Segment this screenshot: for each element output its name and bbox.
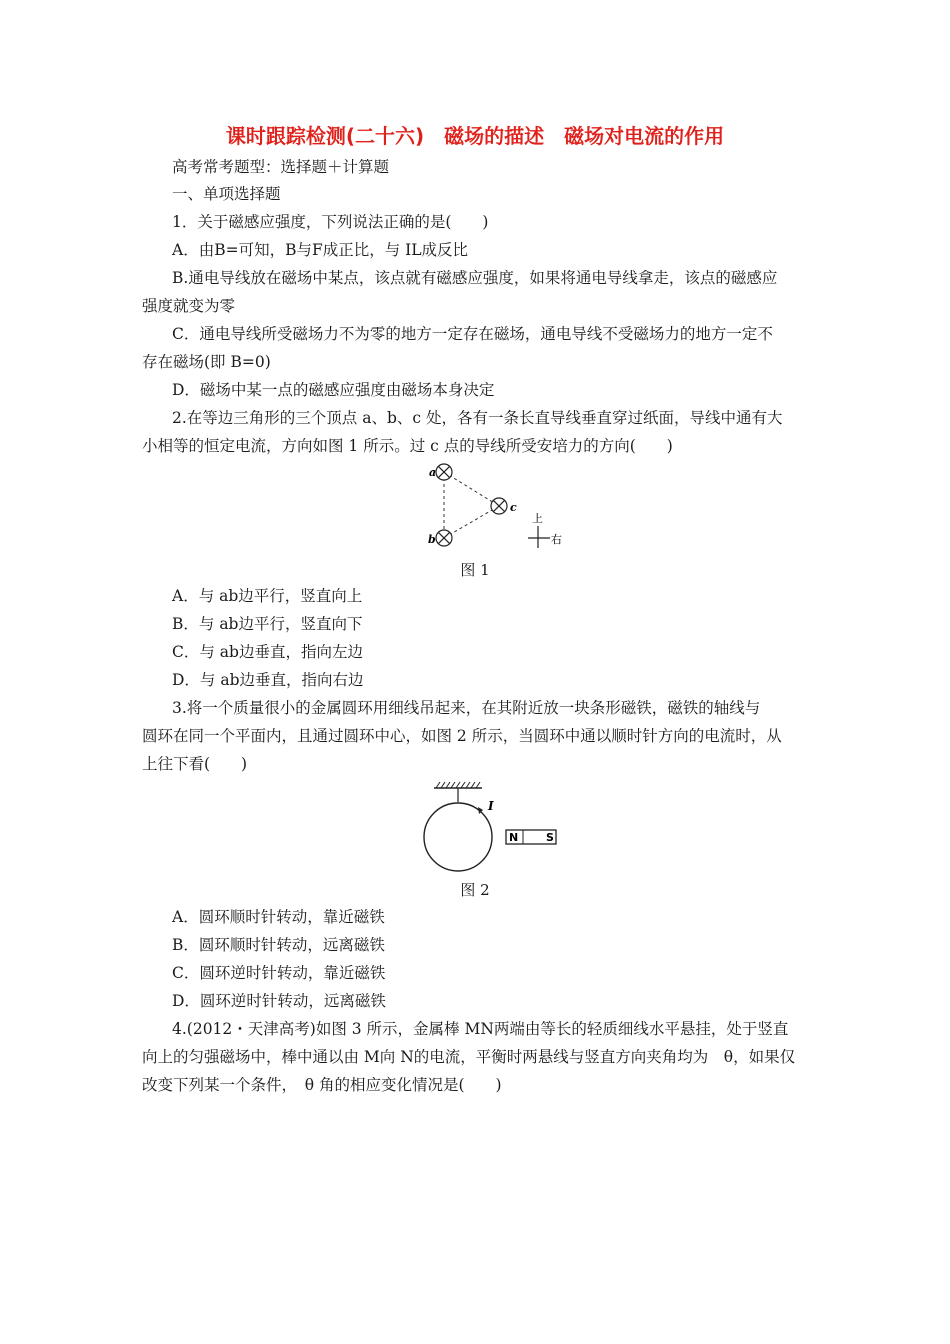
q3-stem-line1: 3.将一个质量很小的金属圆环用细线吊起来，在其附近放一块条形磁铁，磁铁的轴线与 <box>172 699 761 717</box>
question-type-note: 高考常考题型：选择题＋计算题 <box>172 158 390 176</box>
label-b: b <box>428 533 436 546</box>
magnet-north-label: N <box>509 831 519 844</box>
figure-1-triangle-wires <box>420 458 570 554</box>
q2-option-a: A．与 ab边平行，竖直向上 <box>172 587 363 605</box>
q1-stem: 1．关于磁感应强度，下列说法正确的是( ) <box>172 213 489 231</box>
q1-option-d: D．磁场中某一点的磁感应强度由磁场本身决定 <box>172 381 495 399</box>
label-current: I <box>488 799 494 813</box>
direction-axes-icon <box>528 526 550 548</box>
wire-b-into-page-icon <box>436 530 452 546</box>
label-up: 上 <box>532 512 543 525</box>
label-right: 右 <box>551 533 562 546</box>
q2-option-d: D．与 ab边垂直，指向右边 <box>172 671 364 689</box>
q4-stem-line1: 4.(2012・天津高考)如图 3 所示，金属棒 MN两端由等长的轻质细线水平悬挂，处于竖直 <box>172 1020 789 1038</box>
q4-stem-line2: 向上的匀强磁场中，棒中通以由 M向 N的电流，平衡时两悬线与竖直方向夹角均为 θ，如果仅 <box>142 1048 796 1066</box>
q1-option-a: A．由B=可知，B与F成正比，与 IL成反比 <box>172 241 469 259</box>
page-title: 课时跟踪检测(二十六) 磁场的描述 磁场对电流的作用 <box>225 124 725 148</box>
q3-option-d: D．圆环逆时针转动，远离磁铁 <box>172 992 386 1010</box>
q3-option-c: C．圆环逆时针转动，靠近磁铁 <box>172 964 386 982</box>
wire-a-into-page-icon <box>436 464 452 480</box>
figure-1-caption: 图 1 <box>460 561 490 579</box>
q1-option-b-line2: 强度就变为零 <box>142 297 236 315</box>
label-a: a <box>429 466 437 479</box>
q1-option-c-line1: C．通电导线所受磁场力不为零的地方一定存在磁场，通电导线不受磁场力的地方一定不 <box>172 325 773 343</box>
section-heading: 一、单项选择题 <box>172 185 281 203</box>
figure-2-caption: 图 2 <box>460 881 490 899</box>
q2-option-b: B．与 ab边平行，竖直向下 <box>172 615 363 633</box>
ceiling-support-icon <box>434 782 482 788</box>
q2-option-c: C．与 ab边垂直，指向左边 <box>172 643 363 661</box>
q1-option-b-line1: B.通电导线放在磁场中某点，该点就有磁感应强度，如果将通电导线拿走，该点的磁感应 <box>172 269 778 287</box>
magnet-south-label: S <box>546 831 554 844</box>
q3-stem-line3: 上往下看( ) <box>142 755 248 773</box>
q2-stem-line2: 小相等的恒定电流，方向如图 1 所示。过 c 点的导线所受安培力的方向( ) <box>142 437 673 455</box>
q1-option-c-line2: 存在磁场(即 B=0) <box>142 353 271 371</box>
q2-stem-line1: 2.在等边三角形的三个顶点 a、b、c 处，各有一条长直导线垂直穿过纸面，导线中通有大 <box>172 409 783 427</box>
metal-ring <box>424 803 492 871</box>
q3-option-a: A．圆环顺时针转动，靠近磁铁 <box>172 908 385 926</box>
q3-stem-line2: 圆环在同一个平面内，且通过圆环中心，如图 2 所示，当圆环中通以顺时针方向的电流时，从 <box>142 727 782 745</box>
label-c: c <box>510 501 517 514</box>
figure-2-ring-and-magnet <box>420 780 565 876</box>
wire-c-into-page-icon <box>491 498 507 514</box>
q3-option-b: B．圆环顺时针转动，远离磁铁 <box>172 936 385 954</box>
q4-stem-line3: 改变下列某一个条件， θ 角的相应变化情况是( ) <box>142 1076 502 1094</box>
